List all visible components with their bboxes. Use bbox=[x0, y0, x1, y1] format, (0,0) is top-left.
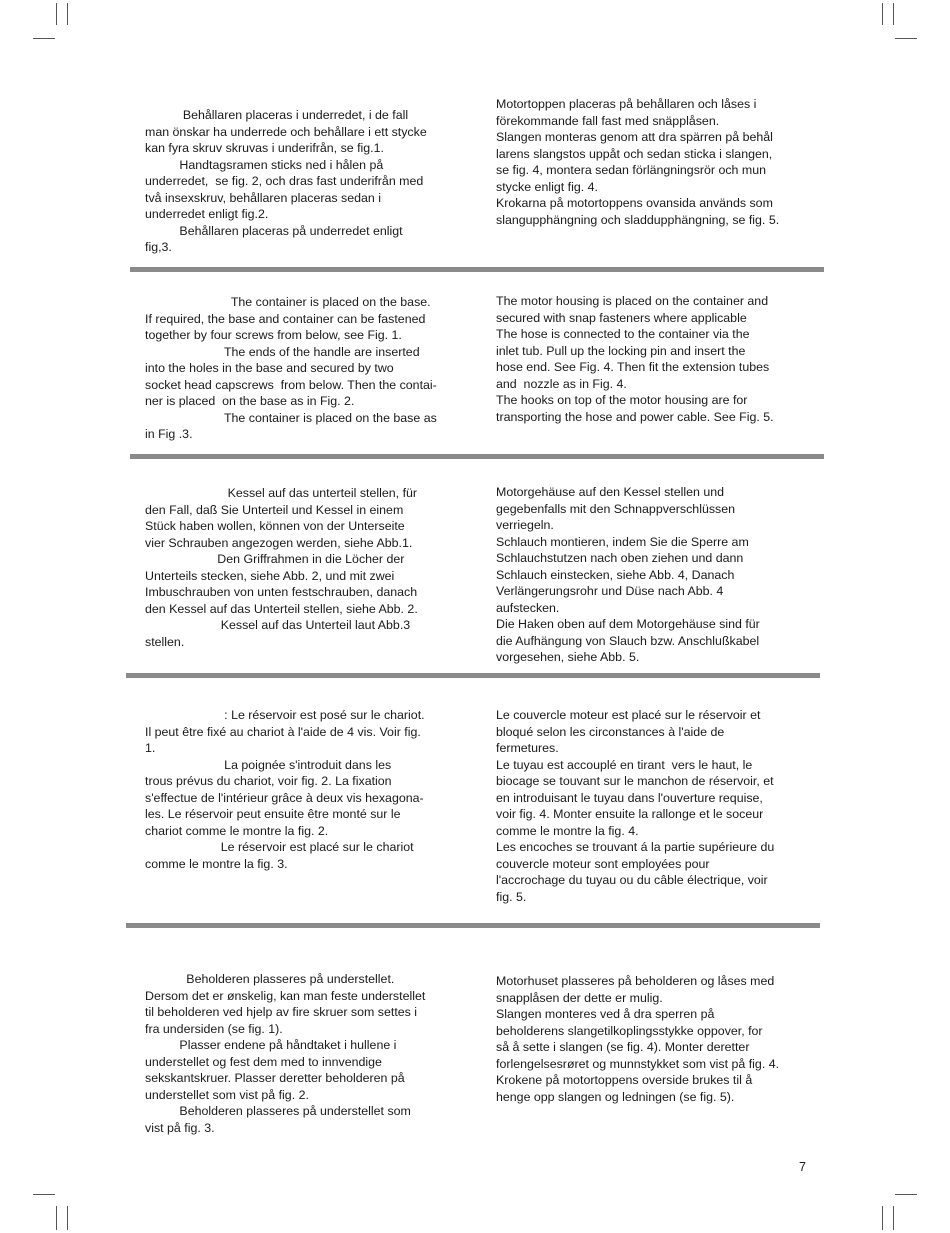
crop-mark-top-left-v1 bbox=[56, 3, 57, 25]
text-line: : Le réservoir est posé sur le chariot. bbox=[145, 708, 425, 722]
section-english-right-column bbox=[496, 293, 774, 425]
text-line: The container is placed on the base as bbox=[145, 410, 437, 425]
text-line: Plasser endene på håndtaket i hullene i bbox=[145, 1038, 397, 1052]
text-line: The container is placed on the base. bbox=[145, 295, 431, 309]
text-line: Le couvercle moteur est placé sur le réservoir et bbox=[496, 708, 761, 722]
text-line: fra undersiden (se fig. 1). bbox=[145, 1021, 283, 1036]
text-line: Handtagsramen sticks ned i hålen på bbox=[145, 157, 384, 172]
text-line: Motortoppen placeras på behållaren och låses i bbox=[496, 97, 757, 111]
text-line: vorgesehen, siehe Abb. 5. bbox=[496, 650, 640, 664]
text-line: den Kessel auf das Unterteil stellen, siehe Abb. 2. bbox=[145, 601, 418, 616]
text-line: Schlauch montieren, indem Sie die Sperre am bbox=[496, 534, 749, 549]
text-line: comme le montre la fig. 4. bbox=[496, 823, 639, 838]
text-line: den Fall, daß Sie Unterteil und Kessel in einem bbox=[145, 502, 404, 517]
text-line: secured with snap fasteners where applicable bbox=[496, 310, 747, 325]
crop-mark-top-right-h bbox=[895, 38, 917, 39]
section-german-left-column bbox=[145, 485, 418, 650]
section-swedish-right-column bbox=[496, 96, 779, 228]
text-line: en introduisant le tuyau dans l'ouverture requise, bbox=[496, 790, 763, 805]
text-line: man önskar ha underrede och behållare i ett stycke bbox=[145, 124, 427, 139]
crop-mark-top-left-h bbox=[33, 38, 55, 39]
text-line: gegebenfalls mit den Schnappverschlüssen bbox=[496, 501, 736, 516]
section-norwegian-right-column bbox=[496, 973, 779, 1105]
crop-mark-bottom-left-v2 bbox=[67, 1206, 68, 1230]
text-line: fermetures. bbox=[496, 741, 559, 755]
text-line: Krokene på motortoppens overside brukes til å bbox=[496, 1073, 753, 1087]
section-norwegian-left-column bbox=[145, 971, 425, 1136]
text-line: comme le montre la fig. 3. bbox=[145, 856, 288, 871]
text-line: Dersom det er ønskelig, kan man feste understellet bbox=[145, 988, 426, 1003]
text-line: hose end. See Fig. 4. Then fit the extension tubes bbox=[496, 360, 770, 374]
text-line: til beholderen ved hjelp av fire skruer som settes i bbox=[145, 1005, 418, 1019]
text-line: Verlängerungsrohr und Düse nach Abb. 4 bbox=[496, 584, 724, 598]
text-line: forlengelsesrøret og munnstykket som vist på fig. 4. bbox=[496, 1056, 780, 1071]
text-line: Kessel auf das unterteil stellen, für bbox=[145, 486, 418, 500]
text-line: henge opp slangen og ledningen (se fig. 5). bbox=[496, 1089, 735, 1104]
text-line: Unterteils stecken, siehe Abb. 2, und mit zwei bbox=[145, 568, 395, 583]
text-line: Beholderen plasseres på understellet. bbox=[145, 972, 395, 986]
text-line: inlet tub. Pull up the locking pin and insert the bbox=[496, 343, 746, 358]
text-line: die Aufhängung von Slauch bzw. Anschlußkabel bbox=[496, 633, 760, 648]
text-line: vist på fig. 3. bbox=[145, 1120, 215, 1135]
text-line: s'effectue de l'intérieur grâce à deux vis hexagona- bbox=[145, 790, 424, 805]
text-line: The hose is connected to the container via the bbox=[496, 327, 750, 341]
text-line: slangupphängning och sladdupphängning, se fig. 5. bbox=[496, 212, 780, 227]
text-line: sekskantskruer. Plasser deretter beholderen på bbox=[145, 1071, 405, 1085]
text-line: into the holes in the base and secured by two bbox=[145, 361, 394, 375]
text-line: vier Schrauben angezogen werden, siehe Abb.1. bbox=[145, 535, 413, 550]
section-french-left-column bbox=[145, 707, 425, 872]
section-french-right-column bbox=[496, 707, 774, 905]
text-line: larens slangstos uppåt och sedan sticka i slangen, bbox=[496, 146, 773, 161]
text-line: stellen. bbox=[145, 634, 185, 649]
text-line: understellet og fest dem med to innvendige bbox=[145, 1054, 382, 1069]
text-line: 1. bbox=[145, 741, 156, 755]
text-line: Les encoches se trouvant á la partie supérieure du bbox=[496, 840, 775, 854]
text-line: Beholderen plasseres på understellet som bbox=[145, 1104, 411, 1118]
crop-mark-bottom-right-v2 bbox=[893, 1206, 894, 1230]
section-divider bbox=[126, 923, 820, 928]
crop-mark-bottom-left-h bbox=[33, 1194, 55, 1195]
text-line: trous prévus du chariot, voir fig. 2. La fixation bbox=[145, 774, 392, 788]
text-line: The motor housing is placed on the container and bbox=[496, 294, 769, 308]
section-divider bbox=[126, 673, 820, 678]
text-line: Schlauch einstecken, siehe Abb. 4, Danach bbox=[496, 567, 735, 582]
text-line: aufstecken. bbox=[496, 600, 560, 615]
text-line: understellet som vist på fig. 2. bbox=[145, 1087, 309, 1102]
text-line: The ends of the handle are inserted bbox=[145, 344, 420, 359]
text-line: Il peut être fixé au chariot à l'aide de 4 vis. Voir fig. bbox=[145, 724, 421, 739]
text-line: underredet enligt fig.2. bbox=[145, 207, 269, 221]
text-line: couvercle moteur sont employées pour bbox=[496, 856, 710, 871]
text-line: Motorhuset plasseres på beholderen og låses med bbox=[496, 974, 775, 988]
crop-mark-top-left-v2 bbox=[67, 3, 68, 25]
text-line: biocage se touvant sur le manchon de réservoir, et bbox=[496, 774, 774, 788]
section-divider bbox=[130, 454, 824, 459]
text-line: fig. 5. bbox=[496, 889, 527, 904]
text-line: Le tuyau est accouplé en tirant vers le haut, le bbox=[496, 757, 753, 772]
crop-mark-bottom-right-v1 bbox=[882, 1206, 883, 1230]
crop-mark-bottom-left-v1 bbox=[56, 1206, 57, 1230]
text-line: fig,3. bbox=[145, 240, 172, 254]
text-line: så å sette i slangen (se fig. 4). Monter deretter bbox=[496, 1040, 750, 1054]
text-line: Behållaren placeras på underredet enligt bbox=[145, 223, 403, 238]
text-line: förekommande fall fast med snäpplåsen. bbox=[496, 113, 720, 128]
text-line: Krokarna på motortoppens ovansida används som bbox=[496, 196, 773, 210]
text-line: The hooks on top of the motor housing are for bbox=[496, 393, 748, 407]
text-line: stycke enligt fig. 4. bbox=[496, 179, 598, 194]
text-line: Den Griffrahmen in die Löcher der bbox=[145, 552, 405, 566]
text-line: transporting the hose and power cable. See Fig. 5. bbox=[496, 409, 774, 424]
text-line: Stück haben wollen, können von der Unterseite bbox=[145, 519, 405, 533]
text-line: Le réservoir est placé sur le chariot bbox=[145, 840, 414, 854]
text-line: underredet, se fig. 2, och dras fast underifrån med bbox=[145, 174, 424, 188]
text-line: Die Haken oben auf dem Motorgehäuse sind für bbox=[496, 617, 760, 631]
text-line: två insexskruv, behållaren placeras sedan i bbox=[145, 190, 382, 205]
text-line: Schlauchstutzen nach oben ziehen und dann bbox=[496, 551, 744, 565]
text-line: socket head capscrews from below. Then the contai- bbox=[145, 377, 437, 392]
text-line: Behållaren placeras i underredet, i de fall bbox=[145, 108, 409, 122]
text-line: chariot comme le montre la fig. 2. bbox=[145, 823, 329, 838]
text-line: l'accrochage du tuyau ou du câble électrique, voir bbox=[496, 873, 768, 887]
text-line: kan fyra skruv skruvas i underifrån, se fig.1. bbox=[145, 141, 384, 155]
text-line: ner is placed on the base as in Fig. 2. bbox=[145, 394, 355, 408]
text-line: se fig. 4, montera sedan förlängningsrör och mun bbox=[496, 163, 766, 177]
text-line: and nozzle as in Fig. 4. bbox=[496, 376, 627, 391]
section-divider bbox=[130, 267, 824, 272]
text-line: Kessel auf das Unterteil laut Abb.3 bbox=[145, 618, 411, 632]
crop-mark-top-right-v1 bbox=[882, 3, 883, 25]
crop-mark-top-right-v2 bbox=[893, 3, 894, 25]
text-line: If required, the base and container can be fastened bbox=[145, 311, 426, 326]
text-line: bloqué selon les circonstances à l'aide de bbox=[496, 724, 725, 739]
page-number: 7 bbox=[799, 1160, 806, 1174]
text-line: together by four screws from below, see Fig. 1. bbox=[145, 328, 402, 342]
text-line: Slangen monteras genom att dra spärren på behål bbox=[496, 130, 773, 144]
crop-mark-bottom-right-h bbox=[895, 1194, 917, 1195]
text-line: beholderens slangetilkoplingsstykke oppover, for bbox=[496, 1023, 763, 1038]
text-line: les. Le réservoir peut ensuite être monté sur le bbox=[145, 807, 401, 821]
section-english-left-column bbox=[145, 294, 437, 443]
text-line: La poignée s'introduit dans les bbox=[145, 757, 392, 772]
text-line: voir fig. 4. Monter ensuite la rallonge et le soceur bbox=[496, 807, 764, 821]
text-line: Slangen monteres ved å dra sperren på bbox=[496, 1007, 715, 1021]
section-swedish-left-column bbox=[145, 107, 427, 256]
text-line: verriegeln. bbox=[496, 518, 554, 532]
text-line: Motorgehäuse auf den Kessel stellen und bbox=[496, 485, 725, 499]
section-german-right-column bbox=[496, 484, 760, 666]
text-line: Imbuschrauben von unten festschrauben, danach bbox=[145, 585, 418, 599]
text-line: snapplåsen der dette er mulig. bbox=[496, 990, 663, 1005]
text-line: in Fig .3. bbox=[145, 427, 193, 441]
